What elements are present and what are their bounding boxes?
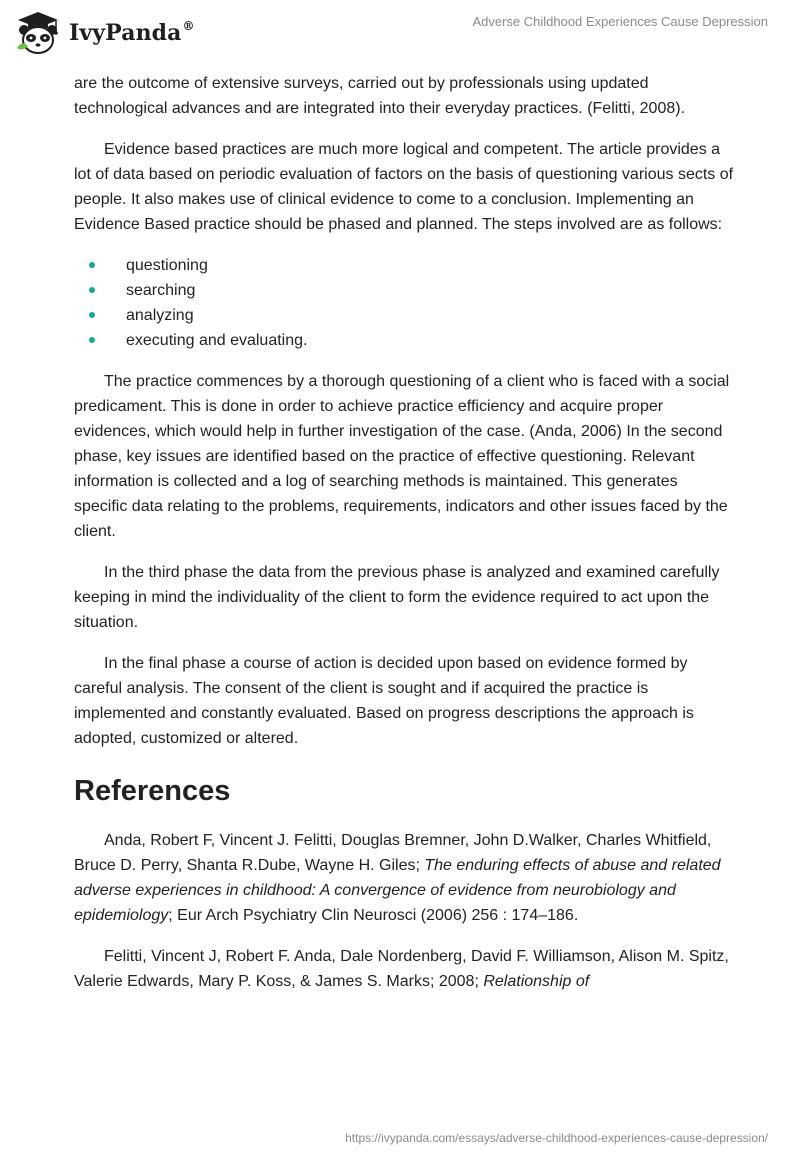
brand-name: IvyPanda®	[69, 18, 195, 46]
references-heading: References	[74, 775, 231, 807]
paragraph: are the outcome of extensive surveys, carried out by professionals using updated technological advances and are integrated into their everyday practices. (Felitti, 2008).	[74, 75, 686, 117]
reference-entry: Felitti, Vincent J, Robert F. Anda, Dale Nordenberg, David F. Williamson, Alison M. Spitz, Valerie Edwards, Mary P. Koss, & James S. Marks; 2008; Relationship of	[74, 948, 729, 990]
source-url[interactable]: https://ivypanda.com/essays/adverse-childhood-experiences-cause-depression/	[345, 1131, 768, 1145]
steps-list	[74, 253, 734, 353]
paragraph: In the final phase a course of action is decided upon based on evidence formed by careful analysis. The consent of the client is sought and if acquired the practice is implemented and constantly evaluated. Based on progress descriptions the approach is adopted, customized or altered.	[74, 655, 694, 747]
document-title: Adverse Childhood Experiences Cause Depression	[472, 14, 768, 29]
essay-content	[74, 71, 734, 1010]
bullet-icon	[89, 312, 95, 318]
paragraph: The practice commences by a thorough questioning of a client who is faced with a social predicament. This is done in order to achieve practice efficiency and acquire proper evidences, which would help in further investigation of the case. (Anda, 2006) In the second phase, key issues are identified based on the practice of effective questioning. Relevant information is collected and a log of searching methods is maintained. This generates specific data relating to the problems, requirements, indicators and other issues faced by the client.	[74, 373, 730, 540]
bullet-icon	[89, 262, 95, 268]
page-header	[0, 0, 800, 64]
paragraph: Evidence based practices are much more logical and competent. The article provides a lot of data based on periodic evaluation of factors on the basis of questioning various sects of people. It also makes use of clinical evidence to come to a conclusion. Implementing an Evidence Based practice should be phased and planned. The steps involved are as follows:	[74, 141, 734, 233]
bullet-icon	[89, 337, 95, 343]
panda-graduate-icon	[14, 10, 62, 56]
list-item: analyzing	[74, 303, 734, 328]
list-item: questioning	[74, 253, 734, 278]
list-item: searching	[74, 278, 734, 303]
ivypanda-logo[interactable]	[14, 10, 195, 56]
paragraph: In the third phase the data from the previous phase is analyzed and examined carefully keeping in mind the individuality of the client to form the evidence required to act upon the situation.	[74, 564, 720, 631]
bullet-icon	[89, 287, 95, 293]
list-item: executing and evaluating.	[74, 328, 734, 353]
reference-entry: Anda, Robert F, Vincent J. Felitti, Douglas Bremner, John D.Walker, Charles Whitfield, Bruce D. Perry, Shanta R.Dube, Wayne H. Giles; The enduring effects of abuse and related adverse experiences in childhood: A convergence of evidence from neurobiology and epidemiology; Eur Arch Psychiatry Clin Neurosci (2006) 256 : 174–186.	[74, 832, 721, 924]
